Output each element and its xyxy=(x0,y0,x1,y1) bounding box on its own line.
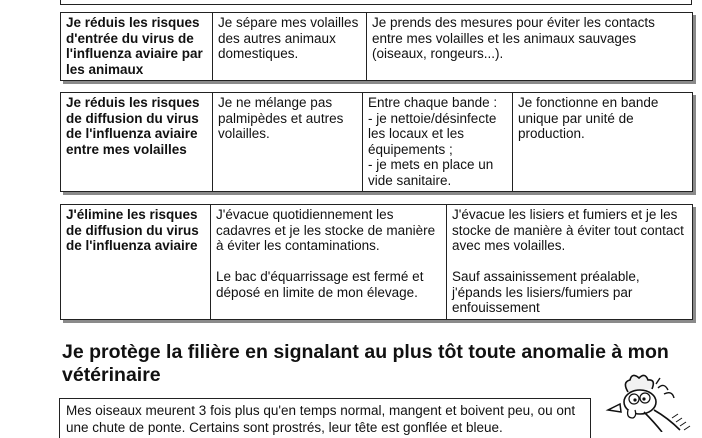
table-cell: J'évacue quotidiennement les cadavres et je les stocke de manière à éviter les contaminations. Le bac d'équarrissage est fermé et déposé en limite de mon élevage. xyxy=(211,205,447,320)
row-header: J'élimine les risques de diffusion du virus de l'influenza aviaire xyxy=(61,205,211,320)
row-header: Je réduis les risques de diffusion du virus de l'influenza aviaire entre mes volailles xyxy=(61,93,213,192)
table-cell: Je ne mélange pas palmipèdes et autres volailles. xyxy=(213,93,363,192)
chicken-illustration-icon xyxy=(598,374,702,432)
table-cell: J'évacue les lisiers et fumiers et je les stocke de manière à éviter tout contact avec mes volailles. Sauf assainissement préalable, j'épands les lisiers/fumiers par enfouissement xyxy=(447,205,693,320)
table-row xyxy=(61,205,693,320)
table-cell: Je fonctionne en bande unique par unité de production. xyxy=(513,93,693,192)
table-row xyxy=(61,13,693,81)
table-elimination-risks xyxy=(60,204,693,320)
section-heading: Je protège la filière en signalant au plus tôt toute anomalie à mon vétérinaire xyxy=(62,341,669,386)
symptoms-box xyxy=(59,398,591,438)
row-header: Je réduis les risques d'entrée du virus de l'influenza aviaire par les animaux xyxy=(61,13,213,81)
table-cell: Je prends des mesures pour éviter les contacts entre mes volailles et les animaux sauvages (oiseaux, rongeurs...). xyxy=(367,13,693,81)
previous-table-edge xyxy=(60,0,692,5)
table-cell: Je sépare mes volailles des autres animaux domestiques. xyxy=(213,13,367,81)
symptoms-text: Mes oiseaux meurent 3 fois plus qu'en temps normal, mangent et boivent peu, ou ont une chute de ponte. Certains sont prostrés, leur tête est gonflée et bleue. xyxy=(66,403,576,435)
table-diffusion-risks xyxy=(60,92,693,192)
table-entry-risks xyxy=(60,12,693,81)
table-cell: Entre chaque bande : - je nettoie/désinfecte les locaux et les équipements ; - je mets en place un vide sanitaire. xyxy=(363,93,513,192)
table-row xyxy=(61,93,693,192)
